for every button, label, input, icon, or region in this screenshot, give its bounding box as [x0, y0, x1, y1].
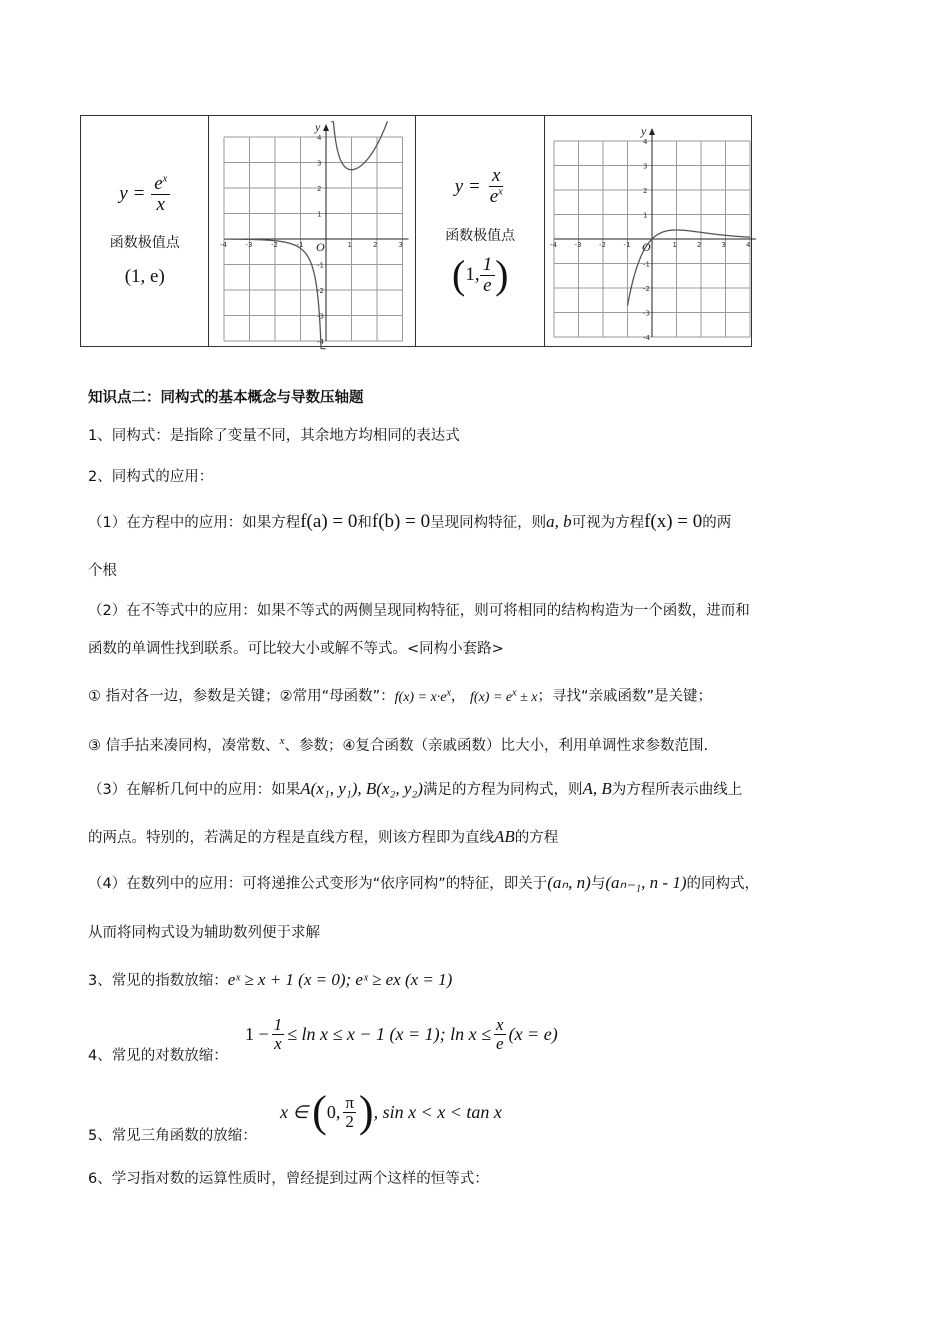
x-tick-label: 4 [745, 241, 751, 249]
y-tick-label: 1 [317, 210, 322, 219]
x-tick-label: 3 [398, 241, 404, 249]
extreme-point-label-left: 函数极值点 [109, 235, 180, 252]
y-tick-label: -1 [642, 260, 650, 269]
y-tick-label: -4 [642, 334, 650, 342]
x-tick-label: -3 [245, 241, 253, 249]
item-4-formula: 1 − $\frac{1}{x}$ ≤ ln x ≤ x − 1 (x = 1); ln x ≤ $\frac{x}{e}$ (x = e) [245, 1015, 558, 1053]
y-tick-label: 4 [642, 138, 648, 146]
paragraph-2-line-1: （2）在不等式中的应用：如果不等式的两侧呈现同构特征，则可将相同的结构构造为一个函数，进而和 [88, 603, 750, 619]
item-4-label: 4、常见的对数放缩： [88, 1048, 228, 1064]
formula-exp-over-x: y = $\frac{e^x}{x}$ [119, 174, 170, 215]
y-tick-label: -1 [317, 261, 325, 270]
x-tick-label: -1 [623, 241, 631, 249]
x-tick-label: -2 [598, 241, 606, 249]
x-tick-label: -2 [271, 241, 279, 249]
item-5-formula: x ∈ ( 0, $\frac{\pi}{2}$ ) , sin x < x < tan x [280, 1087, 502, 1136]
y-tick-label: -4 [317, 338, 325, 346]
y-tick-label: 3 [317, 159, 322, 168]
x-tick-label: 2 [373, 241, 378, 249]
y-tick-label: 3 [642, 162, 648, 171]
item-3: 3、常见的指数放缩：eˣ ≥ x + 1 (x = 0); eˣ ≥ ex (x = 1) [88, 970, 453, 989]
graph-x-over-exp [545, 124, 751, 342]
origin-label: O [316, 240, 326, 254]
x-tick-label: 1 [672, 241, 677, 249]
extreme-point-left: (1, e) [124, 266, 165, 288]
y-axis-label: y [315, 120, 321, 134]
extreme-point-label-right: 函数极值点 [445, 228, 516, 244]
y-axis-arrow [323, 124, 329, 131]
x-tick-label: -3 [574, 241, 582, 249]
item-2: 2、同构式的应用： [88, 469, 214, 485]
y-tick-label: -2 [317, 287, 325, 295]
x-tick-label: 2 [696, 241, 702, 249]
graph-exp-over-x [214, 120, 410, 346]
paragraph-2-line-4: ③ 信手拈来凑同构，凑常数、$^x$、参数；④复合函数（亲戚函数）比大小，利用单调性求参数范围. [88, 735, 709, 754]
y-tick-label: 2 [642, 187, 648, 195]
section-heading: 知识点二：同构式的基本概念与导数压轴题 [88, 390, 364, 406]
x-tick-label: -4 [220, 241, 228, 249]
paragraph-1-line-1: （1）在方程中的应用：如果方程f(a) = 0和f(b) = 0呈现同构特征，则a, b可视为方程f(x) = 0的两 [88, 511, 732, 532]
formula-cell-x-over-exp [416, 116, 545, 347]
function-table [80, 115, 752, 347]
origin-label: O [641, 240, 651, 254]
y-tick-label: -3 [642, 309, 650, 318]
paragraph-3-line-1: （3）在解析几何中的应用：如果A(x₁, y₁), B(x₂, y₂)满足的方程为同构式，则A, B为方程所表示曲线上 [88, 779, 743, 798]
y-tick-label: 4 [317, 134, 322, 142]
y-tick-label: -2 [642, 285, 650, 293]
extreme-point-right: ( 1, $\frac{1}{e}$ ) [451, 252, 509, 298]
paragraph-3-line-2: 的两点。特别的，若满足的方程是直线方程，则该方程即为直线AB的方程 [88, 827, 559, 846]
x-tick-label: -1 [296, 241, 304, 249]
x-tick-label: -4 [549, 241, 557, 249]
item-1: 1、同构式：是指除了变量不同，其余地方均相同的表达式 [88, 428, 460, 444]
item-6: 6、学习指对数的运算性质时，曾经提到过两个这样的恒等式： [88, 1171, 489, 1187]
x-tick-label: 1 [347, 241, 353, 249]
formula-cell-exp-over-x [81, 116, 209, 347]
paragraph-2-line-2: 函数的单调性找到联系。可比较大小或解不等式。<同构小套路> [88, 641, 504, 657]
paragraph-4-line-1: （4）在数列中的应用：可将递推公式变形为“依序同构”的特征，即关于(aₙ, n)与(aₙ₋₁, n - 1)的同构式， [88, 873, 759, 892]
y-axis-label: y [640, 124, 647, 138]
formula-x-over-exp: y = $\frac{x}{e^x}$ [454, 165, 503, 208]
y-tick-label: -3 [317, 312, 325, 321]
paragraph-2-line-3: ① 指对各一边，参数是关键；②常用“母函数”：$f(x) = x\cdot e^x$， $f(x) = e^x \pm x$；寻找“亲戚函数”是关键； [88, 687, 712, 705]
graph-cell-x-over-exp [544, 116, 751, 347]
y-axis-arrow [649, 128, 655, 135]
y-tick-label: 1 [642, 211, 648, 220]
item-5-label: 5、常见三角函数的放缩： [88, 1128, 257, 1144]
graph-cell-exp-over-x [209, 116, 416, 347]
paragraph-4-line-2: 从而将同构式设为辅助数列便于求解 [88, 925, 320, 941]
y-tick-label: 2 [317, 185, 322, 193]
x-tick-label: 3 [721, 241, 726, 249]
paragraph-1-line-2: 个根 [88, 563, 117, 579]
